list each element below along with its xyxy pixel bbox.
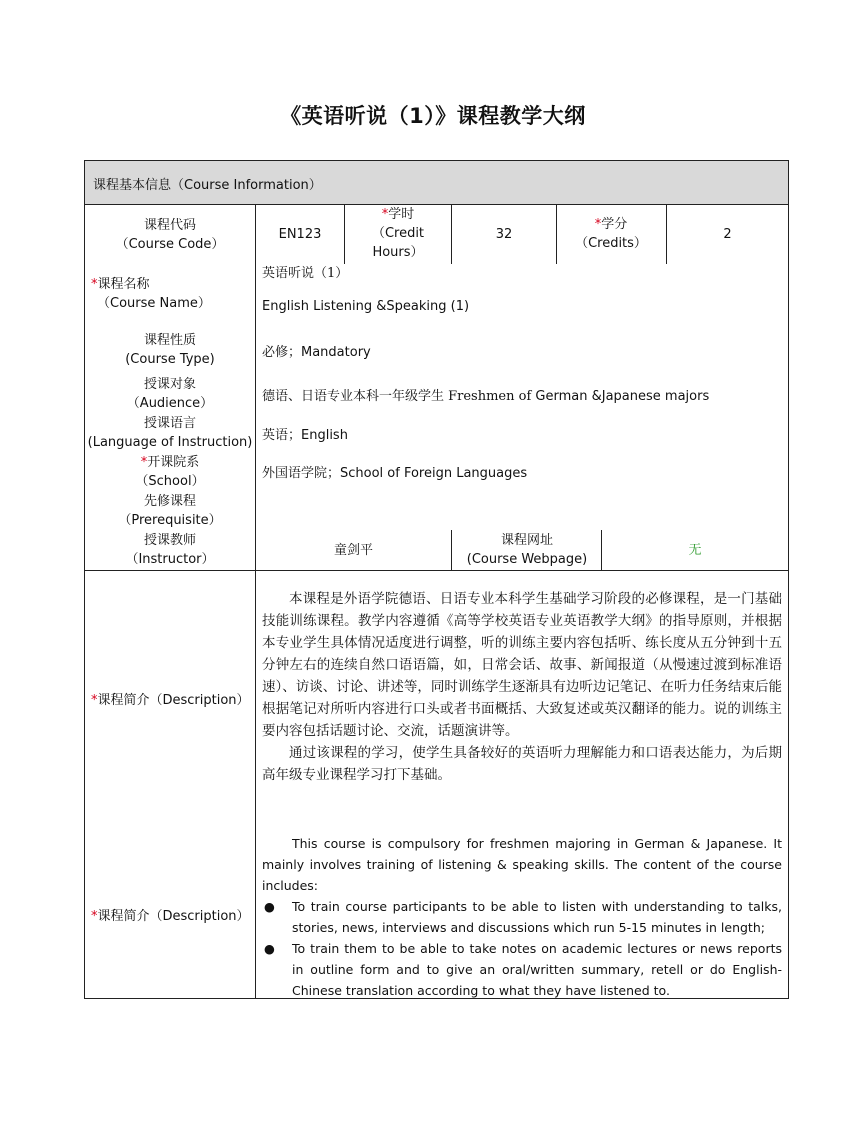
course-code-value: EN123 (278, 227, 322, 242)
list-item: ● To train them to be able to take notes on academic lectures or news reports in outline form and to give an oral/written summary, retell or do English-Chinese translation according to what they have listened to. (264, 941, 782, 998)
page-title: 《英语听说（1）》课程教学大纲 (280, 104, 586, 128)
credit-hours-value: 32 (495, 227, 513, 242)
list-item: ● To train course participants to be able to listen with understanding to talks, stories, news, interviews and discussions which run 5-15 minutes in length; (264, 899, 782, 935)
course-type-value: 必修；Mandatory (262, 345, 371, 360)
course-info-table (84, 160, 789, 999)
description-cn-text: 本课程是外语学院德语、日语专业本科学生基础学习阶段的必修课程，是一门基础技能训练课程。教学内容遵循《高等学校英语专业英语教学大纲》的指导原则，并根据本专业学生具体情况适度进行调整，听的训练主要内容包括听、练长度从五分钟到十五分钟左右的连续自然口语语篇，如，日常会话、故事、新闻报道（从慢速过渡到标准语速）、访谈、讨论、讲述等，同时训练学生逐渐具有边听边记笔记、在听力任务结束后能根据笔记对所听内容进行口头或者书面概括、大致复述或英汉翻译的能力。说的训练主要内容包括话题讨论、交流，话题演讲等。 通过该课程的学习，使学生具备较好的英语听力理解能力和口语表达能力，为后期高年级专业课程学习打下基础。 (262, 591, 782, 783)
webpage-label: 课程网址 (Course Webpage) (466, 533, 588, 567)
webpage-value: 无 (688, 543, 702, 558)
description-cn-label: *课程简介（Description） (91, 693, 250, 708)
section-header-label: 课程基本信息（Course Information） (93, 178, 322, 193)
course-type-label: 课程性质 (Course Type) (125, 333, 215, 367)
credits-label: *学分 （Credits） (575, 217, 647, 251)
course-name-label: *课程名称 （Course Name） (91, 277, 211, 311)
audience-value: 德语、日语专业本科一年级学生 Freshmen of German &Japanese majors (262, 389, 710, 404)
course-code-label: 课程代码 （Course Code） (115, 218, 225, 252)
course-name-en: English Listening &Speaking (1) (262, 299, 470, 314)
instructor-label: 授课教师 （Instructor） (125, 533, 215, 567)
prerequisite-label: 先修课程 （Prerequisite） (118, 494, 222, 528)
instructor-value: 童剑平 (333, 543, 373, 558)
language-value: 英语；English (262, 428, 348, 443)
description-en-list (262, 896, 782, 1001)
section-header (85, 161, 788, 205)
audience-label: 授课对象 （Audience） (126, 377, 214, 411)
school-label: *开课院系 （School） (135, 455, 205, 489)
row-divider (85, 570, 788, 571)
description-en-label: *课程简介（Description） (91, 909, 250, 924)
language-label: 授课语言 (Language of Instruction) (87, 416, 253, 450)
description-en-text: This course is compulsory for freshmen majoring in German & Japanese. It mainly involves training of listening & speaking skills. The content of the course includes: ● To train course participants to be able to listen with understanding to talks, stories, news, interviews and discussions which run 5-15 minutes in length; ● To train them to be able to take notes on academic lectures or news reports in outline form and to give an oral/written summary, retell or do English-Chinese translation according to what they have listened to. (262, 833, 782, 1001)
school-value: 外国语学院；School of Foreign Languages (262, 466, 528, 481)
credits-value: 2 (723, 227, 732, 242)
credit-hours-label: *学时 （Credit Hours） (371, 207, 425, 260)
course-name-cn: 英语听说（1） (262, 266, 349, 281)
column-divider (255, 205, 256, 999)
